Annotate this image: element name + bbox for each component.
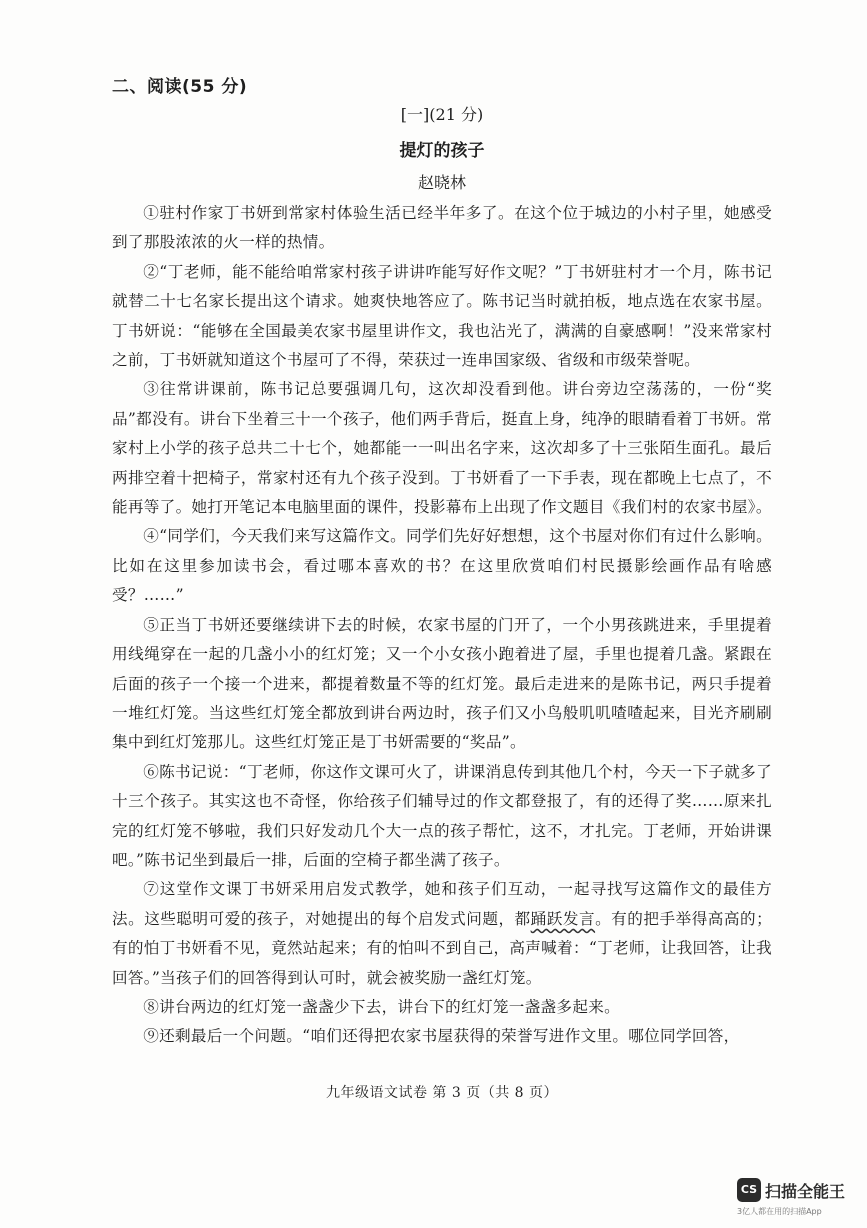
watermark-brand: 扫描全能王 <box>765 1182 846 1201</box>
section-title: 二、阅读(55 分) <box>112 77 248 97</box>
paragraph-1: ①驻村作家丁书妍到常家村体验生活已经半年多了。在这个位于城边的小村子里，她感受到了那股浓浓的火一样的热情。 <box>112 204 772 252</box>
paragraph-5: ⑤正当丁书妍还要继续讲下去的时候，农家书屋的门开了，一个小男孩跳进来，手里提着用线绳穿在一起的几盏小小的红灯笼；又一个小女孩小跑着进了屋，手里也提着几盏。紧跟在后面的孩子一个接一个进来，都提着数量不等的红灯笼。最后走进来的是陈书记，两只手提着一堆红灯笼。当这些红灯笼全都放到讲台两边时，孩子们又小鸟般叽叽喳喳起来，目光齐刷刷集中到红灯笼那儿。这些红灯笼正是丁书妍需要的“奖品”。 <box>112 615 772 752</box>
paragraph-8: ⑧讲台两边的红灯笼一盏盏少下去，讲台下的红灯笼一盏盏多起来。 <box>143 997 621 1016</box>
paragraph-6: ⑥陈书记说：“丁老师，你这作文课可火了，讲课消息传到其他几个村，今天一下子就多了十三个孩子。其实这也不奇怪，你给孩子们辅导过的作文都登报了，有的还得了奖……原来扎完的红灯笼不够啦，我们只好发动几个大一点的孩子帮忙，这不，才扎完。丁老师，开始讲课吧。”陈书记坐到最后一排，后面的空椅子都坐满了孩子。 <box>112 762 772 869</box>
essay-body <box>112 199 772 1052</box>
watermark-tagline: 3亿人都在用的扫描App <box>737 1207 822 1216</box>
part-label: [一](21 分) <box>400 105 484 124</box>
paragraph-2: ②“丁老师，能不能给咱常家村孩子讲讲咋能写好作文呢？”丁书妍驻村才一个月，陈书记就替二十七名家长提出这个请求。她爽快地答应了。陈书记当时就拍板，地点选在农家书屋。丁书妍说：“能够在全国最美农家书屋里讲作文，我也沾光了，满满的自豪感啊！”没来常家村之前，丁书妍就知道这个书屋可了不得，荣获过一连串国家级、省级和市级荣誉呢。 <box>112 262 772 370</box>
scanner-watermark <box>737 1176 855 1222</box>
paragraph-9: ⑨还剩最后一个问题。“咱们还得把农家书屋获得的荣誉写进作文里。哪位同学回答， <box>143 1027 740 1046</box>
page-footer: 九年级语文试卷 第 3 页（共 8 页） <box>325 1085 559 1101</box>
essay-author: 赵晓林 <box>417 173 466 192</box>
paragraph-3: ③往常讲课前，陈书记总要强调几句，这次却没看到他。讲台旁边空荡荡的，一份“奖品”都没有。讲台下坐着三十一个孩子，他们两手背后，挺直上身，纯净的眼睛看着丁书妍。常家村上小学的孩子总共二十七个，她都能一一叫出名字来，这次却多了十三张陌生面孔。最后两排空着十把椅子，常家村还有九个孩子没到。丁书妍看了一下手表，现在都晚上七点了，不能再等了。她打开笔记本电脑里面的课件，投影幕布上出现了作文题目《我们村的农家书屋》。 <box>112 380 772 517</box>
essay-title: 提灯的孩子 <box>399 141 485 161</box>
emphasized-phrase: 踊跃发言 <box>530 909 596 928</box>
paragraph-7-part-b: 。有的把手举得高高的；有的怕丁书妍看不见，竟然站起来；有的怕叫不到自己，高声喊着：“丁老师，让我回答，让我回答。”当孩子们的回答得到认可时，就会被奖励一盏红灯笼。 <box>112 909 772 987</box>
camscanner-logo-icon: CS <box>737 1178 761 1202</box>
paragraph-7-part-a: ⑦这堂作文课丁书妍采用启发式教学，她和孩子们互动，一起寻找写这篇作文的最佳方法。这些聪明可爱的孩子，对她提出的每个启发式问题，都 <box>112 880 772 928</box>
paragraph-7 <box>112 875 772 993</box>
paragraph-4: ④“同学们，今天我们来写这篇作文。同学们先好好想想，这个书屋对你们有过什么影响。比如在这里参加读书会，看过哪本喜欢的书？在这里欣赏咱们村民摄影绘画作品有啥感受？……” <box>112 527 772 605</box>
